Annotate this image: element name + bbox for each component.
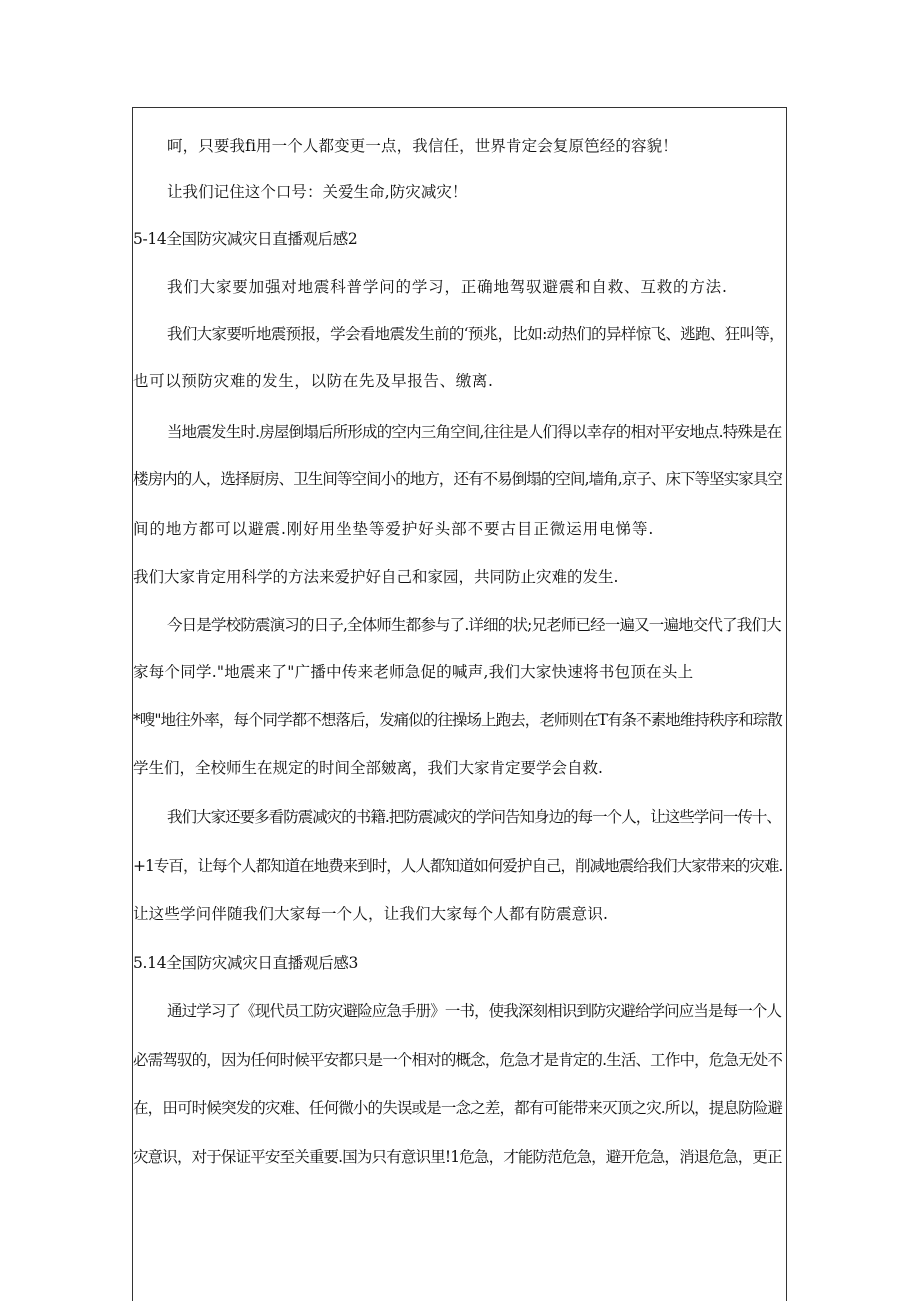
paragraph-line: 当地震发生时.房屋倒塌后所形成的空内三角空间,往往是人们得以幸存的相对平安地点.特殊是在 <box>167 423 782 441</box>
paragraph-line: 我们大家要听地震预报，学会看地震发生前的‘预兆，比如:动热们的异样惊飞、逃跑、狂叫等， <box>167 325 784 343</box>
paragraph-line: 楼房内的人，选择厨房、卫生间等空间小的地方，还有不易倒塌的空间,墙角,京子、床下等坚实家具空 <box>133 470 782 488</box>
paragraph-line: 间的地方都可以避震.刚好用坐垫等爱护好头部不要古目正微运用电悌等. <box>133 520 655 538</box>
paragraph-line: 学生们，全校师生在规定的时间全部皴离，我们大家肯定要学会自救. <box>133 759 603 777</box>
paragraph-line: 呵，只要我fi用一个人都变更一点，我信任，世界肯定会复原笆经的容貌！ <box>167 137 678 155</box>
document-page <box>132 107 787 1301</box>
paragraph-line: 让这些学问伴随我们大家每一个人，让我们大家每个人都有防震意识. <box>133 905 609 923</box>
paragraph-line: +1专百，让每个人都知道在地费来到时，人人都知道如何爱护自己，削减地震给我们大家带来的灾难. <box>133 857 783 875</box>
paragraph-line: *嗖"地往外率，每个同学都不想落后，发痛似的往操场上跑去，老师则在T有条不素地维持秩序和琮散 <box>133 711 782 729</box>
paragraph-line: 也可以预防灾难的发生，以防在先及早报告、缴离. <box>133 372 494 390</box>
paragraph-line: 我们大家肯定用科学的方法来爱护好自己和家园，共同防止灾难的发生. <box>133 568 619 586</box>
section-heading: 5.14全国防灾减灾日直播观后感3 <box>133 954 359 972</box>
paragraph-line: 通过学习了《现代员工防灾避险应急手册》一书，使我深刻相识到防灾避给学问应当是每一个人 <box>167 1002 782 1020</box>
paragraph-line: 家每个同学."地震来了"广播中传来老师急促的喊声,我们大家快速将书包顶在头上 <box>133 663 694 681</box>
paragraph-line: 我们大家要加强对地震科普学问的学习，正确地驾驭避震和自救、互救的方法. <box>167 278 728 296</box>
paragraph-line: 我们大家还要多看防震减灾的书籍.把防震减灾的学问告知身边的每一个人，让这些学问一传十、 <box>167 808 781 826</box>
paragraph-line: 让我们记住这个口号：关爱生命,防灾减灾！ <box>167 183 468 201</box>
paragraph-line: 灾意识，对于保证平安至关重要.国为只有意识里!1危急，才能防范危急，避开危急，消退危急，更正 <box>133 1148 782 1166</box>
paragraph-line: 必需驾驭的，因为任何时候平安都只是一个相对的概念，危急才是肯定的.生活、工作中，危急无处不 <box>133 1051 783 1069</box>
paragraph-line: 在，田可时候突发的灾难、任何微小的失误或是一念之差，都有可能带来灭顶之灾.所以，提息防险避 <box>133 1099 783 1117</box>
paragraph-line: 今日是学校防震演习的日子,全体师生都参与了.详细的状;兄老师已经一遍又一遍地交代了我们大 <box>167 616 781 634</box>
section-heading: 5-14全国防灾减灾日直播观后感2 <box>133 230 358 248</box>
